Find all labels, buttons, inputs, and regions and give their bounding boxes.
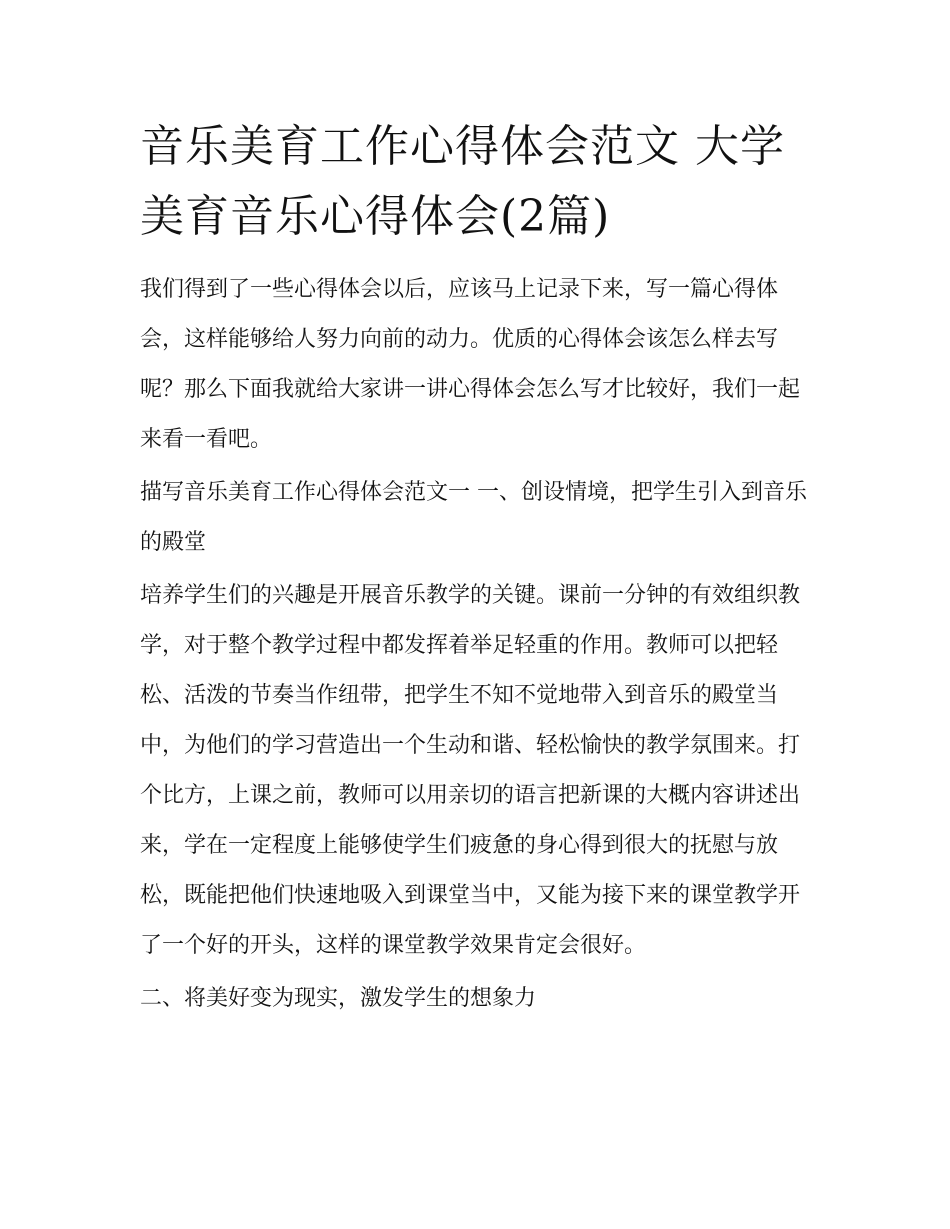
section-one-heading: 描写音乐美育工作心得体会范文一 一、创设情境，把学生引入到音乐的殿堂 <box>140 480 807 555</box>
intro-paragraph: 我们得到了一些心得体会以后，应该马上记录下来，写一篇心得体会，这样能够给人努力向前的动力。优质的心得体会该怎么样去写呢？那么下面我就给大家讲一讲心得体会怎么写才比较好，我们一起来看一看吧。 <box>140 277 801 452</box>
document-title: 音乐美育工作心得体会范文 大学美育音乐心得体会(2篇) <box>140 121 785 242</box>
document-body <box>140 112 812 1027</box>
section-two-heading: 二、将美好变为现实，激发学生的想象力 <box>140 986 537 1011</box>
body-paragraph: 培养学生们的兴趣是开展音乐教学的关键。课前一分钟的有效组织教学，对于整个教学过程中都发挥着举足轻重的作用。教师可以把轻松、活泼的节奏当作纽带，把学生不知不觉地带入到音乐的殿堂当中，为他们的学习营造出一个生动和谐、轻松愉快的教学氛围来。打个比方，上课之前，教师可以用亲切的语言把新课的大概内容讲述出来，学在一定程度上能够使学生们疲惫的身心得到很大的抚慰与放松，既能把他们快速地吸入到课堂当中，又能为接下来的课堂教学开了一个好的开头，这样的课堂教学效果肯定会很好。 <box>140 583 801 958</box>
